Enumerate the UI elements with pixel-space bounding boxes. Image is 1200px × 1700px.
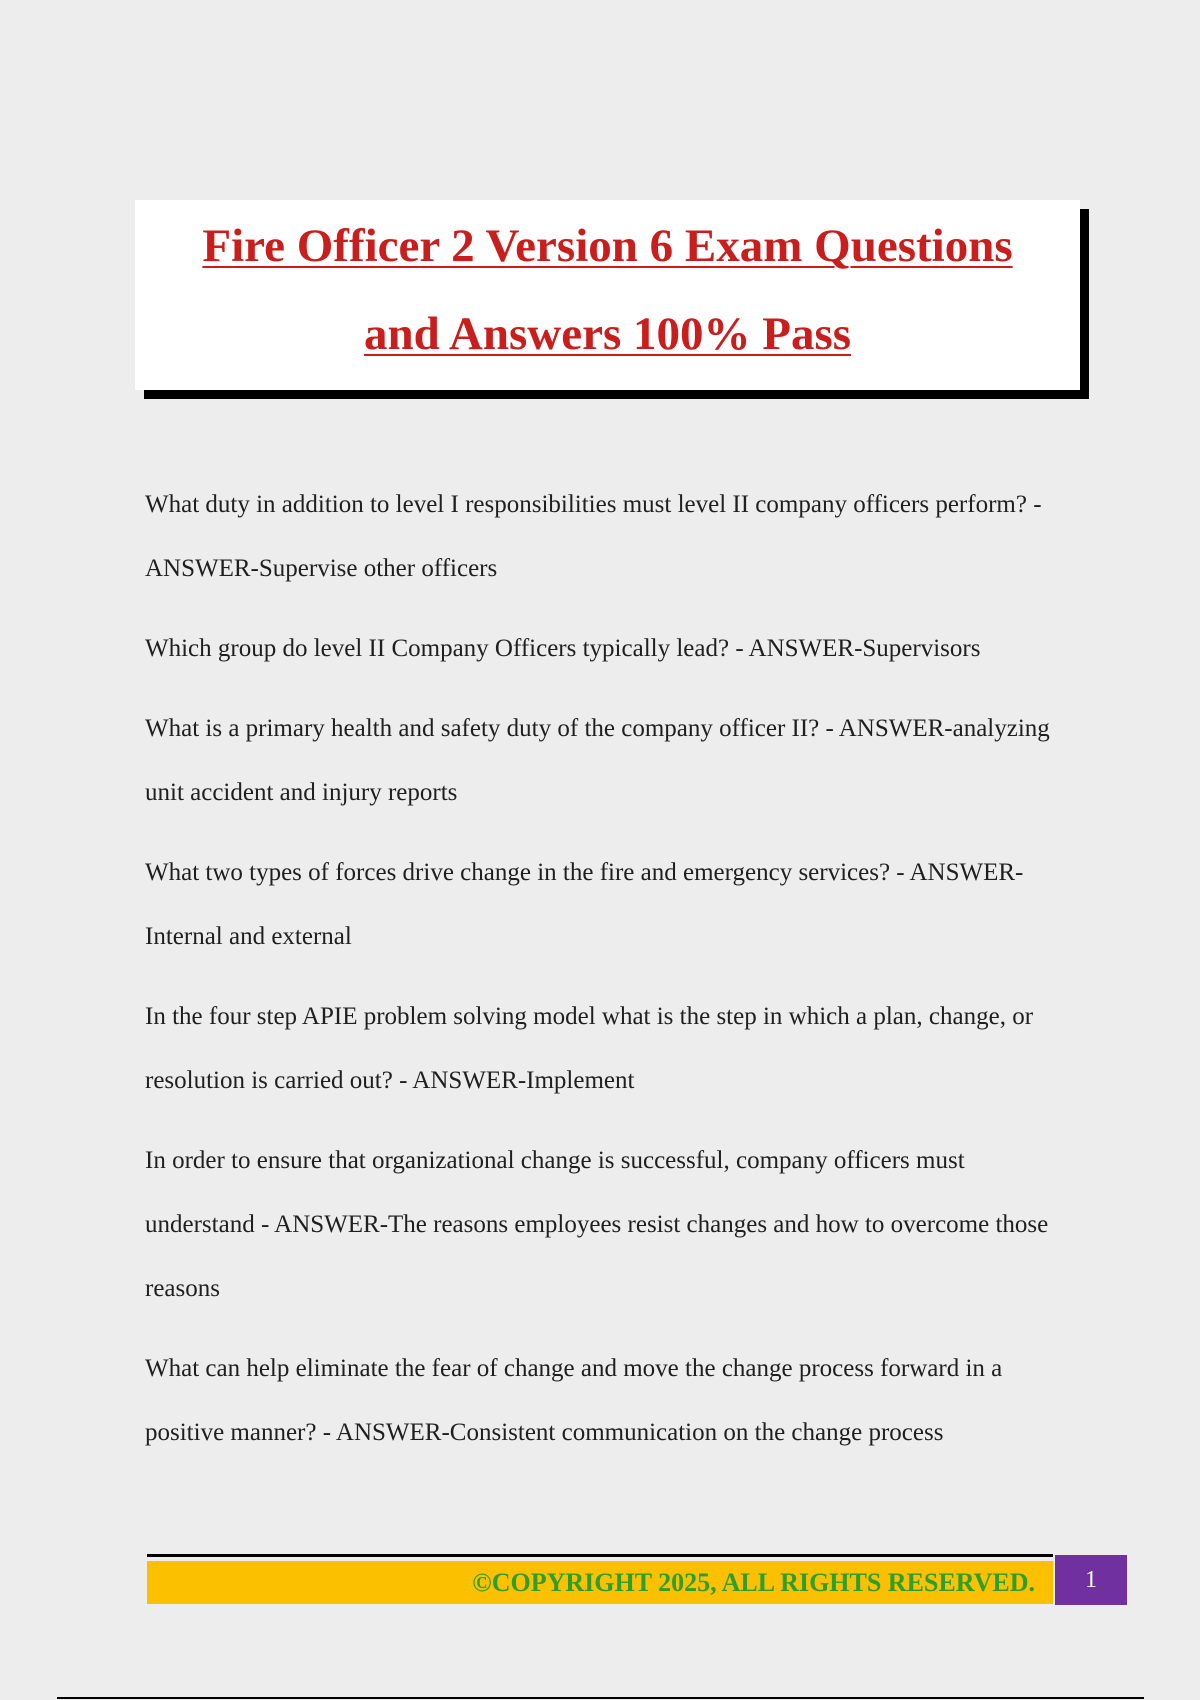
qa-item-5: In the four step APIE problem solving model what is the step in which a plan, change, or resolution is carried out? - ANSWER-Implement xyxy=(145,1003,1034,1094)
page-bottom-divider xyxy=(57,1697,1144,1699)
footer-divider xyxy=(147,1554,1053,1557)
qa-item-4: What two types of forces drive change in the fire and emergency services? - ANSWER-Internal and external xyxy=(145,859,1024,950)
page-number-badge: 1 xyxy=(1055,1555,1127,1605)
qa-list xyxy=(145,473,1065,1481)
qa-item-3: What is a primary health and safety duty of the company officer II? - ANSWER-analyzing unit accident and injury reports xyxy=(145,715,1050,806)
title-box xyxy=(135,200,1080,390)
qa-item-7: What can help eliminate the fear of change and move the change process forward in a positive manner? - ANSWER-Consistent communication on the change process xyxy=(145,1355,1003,1446)
qa-item-1: What duty in addition to level I responsibilities must level II company officers perform? - ANSWER-Supervise other officers xyxy=(145,491,1042,582)
qa-item-2: Which group do level II Company Officers typically lead? - ANSWER-Supervisors xyxy=(145,635,981,662)
document-title-line-1: Fire Officer 2 Version 6 Exam Questions xyxy=(202,220,1013,272)
document-title-line-2: and Answers 100% Pass xyxy=(363,308,852,360)
qa-item-6: In order to ensure that organizational change is successful, company officers must understand - ANSWER-The reasons employees resist changes and how to overcome those reasons xyxy=(145,1147,1049,1302)
footer-bar xyxy=(147,1561,1053,1604)
copyright-text: ©COPYRIGHT 2025, ALL RIGHTS RESERVED. xyxy=(472,1568,1035,1597)
